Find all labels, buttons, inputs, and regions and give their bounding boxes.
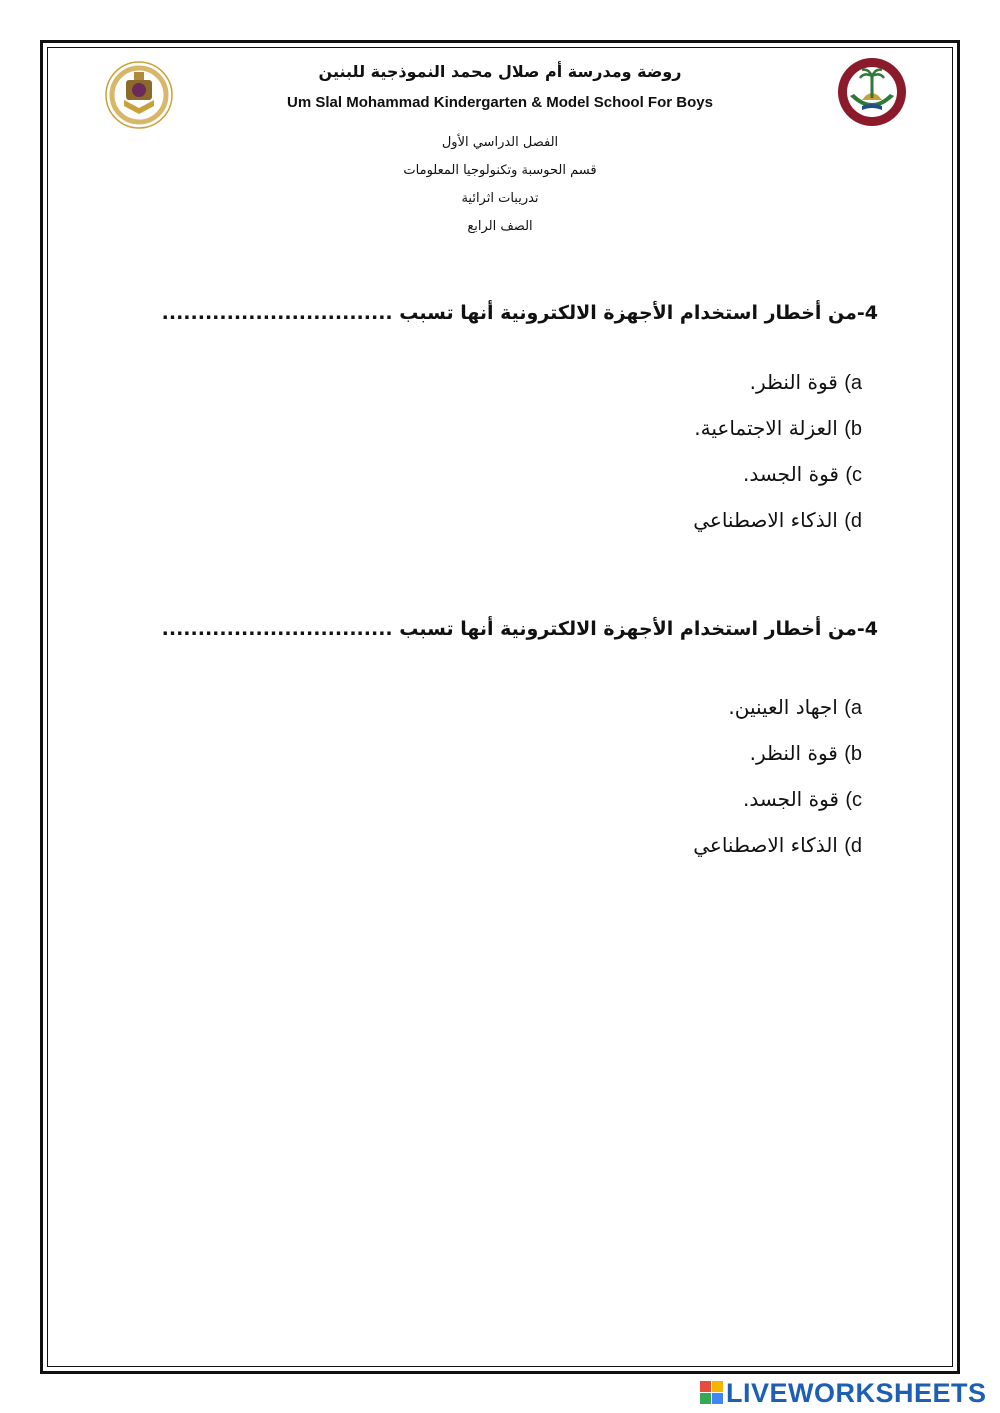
option-2c[interactable] (693, 784, 862, 830)
liveworksheets-logo[interactable] (700, 1378, 987, 1408)
school-name-english: Um Slal Mohammad Kindergarten & Model School For Boys (287, 94, 713, 111)
school-logo (104, 60, 174, 130)
ministry-emblem (836, 56, 908, 128)
option-letter: c) (845, 789, 862, 811)
grade-label: الصف الرابع (467, 219, 533, 234)
option-2d[interactable] (693, 830, 862, 876)
liveworksheets-wordmark: LIVEWORKSHEETS (726, 1377, 987, 1408)
option-1d[interactable] (693, 505, 862, 551)
option-2a[interactable] (693, 692, 862, 738)
option-letter: b) (844, 743, 862, 765)
option-2b[interactable] (693, 738, 862, 784)
question-1-text: 4-من أخطار استخدام الأجهزة الالكترونية أنها تسبب ................................ (161, 302, 878, 324)
school-name-arabic: روضة ومدرسة أم صلال محمد النموذجية للبنين (318, 62, 682, 81)
option-text: الذكاء الاصطناعي (693, 508, 838, 532)
option-text: قوة الجسد. (742, 462, 839, 486)
question-2-options (693, 692, 862, 876)
option-letter: a) (844, 372, 862, 394)
option-text: الذكاء الاصطناعي (693, 833, 838, 857)
option-text: قوة النظر. (749, 741, 838, 765)
option-1c[interactable] (693, 459, 862, 505)
option-1b[interactable] (693, 413, 862, 459)
semester-label: الفصل الدراسي الأول (441, 135, 559, 150)
option-letter: b) (844, 418, 862, 440)
option-text: قوة النظر. (749, 370, 838, 394)
liveworksheets-icon (700, 1381, 724, 1405)
option-text: العزلة الاجتماعية. (694, 416, 838, 440)
question-2-text: 4-من أخطار استخدام الأجهزة الالكترونية أنها تسبب ................................ (161, 618, 878, 640)
option-letter: d) (844, 835, 862, 857)
option-letter: d) (844, 510, 862, 532)
option-letter: a) (844, 697, 862, 719)
option-letter: c) (845, 464, 862, 486)
option-text: قوة الجسد. (742, 787, 839, 811)
option-1a[interactable] (693, 367, 862, 413)
option-text: اجهاد العينين. (728, 695, 838, 719)
worksheet-type-label: تدريبات اثرائية (461, 191, 539, 206)
department-label: قسم الحوسبة وتكنولوجيا المعلومات (403, 163, 597, 178)
question-1-options (693, 367, 862, 551)
